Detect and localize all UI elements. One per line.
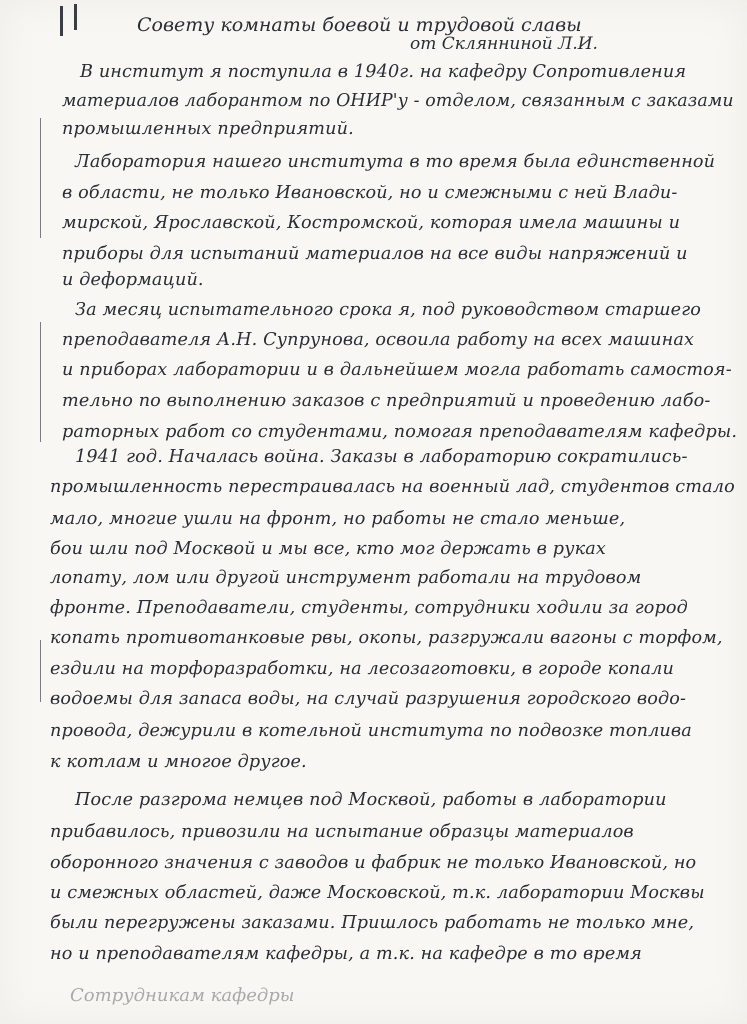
text-line-12: тельно по выполнению заказов с предприятий и проведению лабо- <box>62 391 711 411</box>
text-line-8: и деформаций. <box>62 270 204 290</box>
text-line-30: но и преподавателям кафедры, а т.к. на кафедре в то время <box>50 944 642 964</box>
text-line-11: и приборах лаборатории и в дальнейшем могла работать самостоя- <box>62 360 732 380</box>
text-line-21: ездили на торфоразработки, на лесозаготовки, в городе копали <box>50 659 674 679</box>
text-line-7: приборы для испытаний материалов на все виды напряжений и <box>62 244 688 264</box>
footer-pencil-note: Сотрудникам кафедры <box>70 985 295 1006</box>
text-line-16: мало, многие ушли на фронт, но работы не стало меньше, <box>50 509 626 529</box>
letter-title: Совету комнаты боевой и трудовой славы <box>137 14 582 36</box>
text-line-6: мирской, Ярославской, Костромской, которая имела машины и <box>62 213 681 233</box>
text-line-29: были перегружены заказами. Пришлось работать не только мне, <box>50 913 695 933</box>
text-line-14: 1941 год. Началась война. Заказы в лабораторию сократились- <box>75 447 688 467</box>
staple-mark-right <box>74 4 77 30</box>
text-line-15: промышленность перестраивалась на военный лад, студентов стало <box>50 477 735 497</box>
text-line-1: В институт я поступила в 1940г. на кафедру Сопротивления <box>80 62 687 82</box>
margin-bracket-2 <box>40 322 41 442</box>
text-line-5: в области, не только Ивановской, но и смежными с ней Влади- <box>62 183 678 203</box>
margin-bracket-1 <box>40 118 41 238</box>
margin-bracket-3 <box>40 640 41 702</box>
text-line-18: лопату, лом или другой инструмент работали на трудовом <box>50 568 642 588</box>
text-line-4: Лаборатория нашего института в то время была единственной <box>75 152 716 172</box>
staple-mark-left <box>60 6 63 36</box>
text-line-26: прибавилось, привозили на испытание образцы материалов <box>50 822 634 842</box>
text-line-24: к котлам и многое другое. <box>50 752 307 772</box>
text-line-20: копать противотанковые рвы, окопы, разгружали вагоны с торфом, <box>50 628 723 648</box>
text-line-19: фронте. Преподаватели, студенты, сотрудники ходили за город <box>50 598 688 618</box>
text-line-9: За месяц испытательного срока я, под руководством старшего <box>75 300 702 320</box>
text-line-25: После разгрома немцев под Москвой, работы в лаборатории <box>75 790 667 810</box>
text-line-22: водоемы для запаса воды, на случай разрушения городского водо- <box>50 689 687 709</box>
text-line-3: промышленных предприятий. <box>62 119 354 139</box>
text-line-13: раторных работ со студентами, помогая преподавателям кафедры. <box>62 422 738 442</box>
text-line-2: материалов лаборантом по ОНИР'у - отделом, связанным с заказами <box>62 91 734 111</box>
text-line-28: и смежных областей, даже Московской, т.к. лаборатории Москвы <box>50 883 705 903</box>
text-line-27: оборонного значения с заводов и фабрик не только Ивановской, но <box>50 853 697 873</box>
text-line-23: провода, дежурили в котельной института по подвозке топлива <box>50 721 692 741</box>
text-line-17: бои шли под Москвой и мы все, кто мог держать в руках <box>50 539 606 559</box>
letter-author: от Склянниной Л.И. <box>410 34 598 54</box>
text-line-10: преподавателя А.Н. Супрунова, освоила работу на всех машинах <box>62 330 695 350</box>
